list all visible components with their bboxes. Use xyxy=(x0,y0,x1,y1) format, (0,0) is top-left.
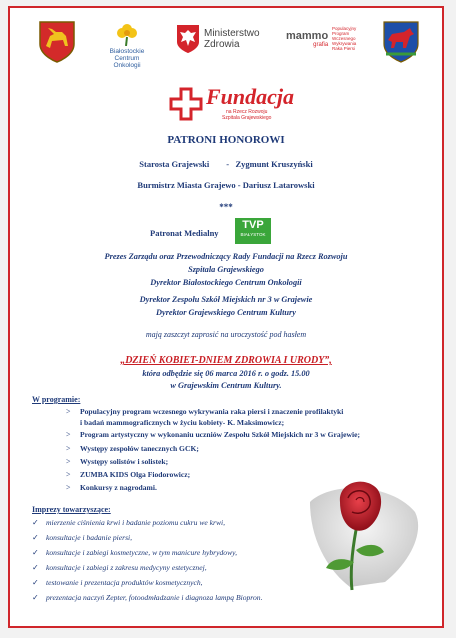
invite-line-2: Szpitala Grajewskiego xyxy=(188,265,264,274)
tvp-sub: BIAŁYSTOK xyxy=(240,232,266,237)
event-line-2: w Grajewskim Centrum Kultury. xyxy=(170,381,282,390)
program-line: Populacyjny xyxy=(332,26,357,31)
polish-eagle-icon xyxy=(176,24,200,54)
ministry-logo-text xyxy=(204,28,260,50)
mammo-word: mammo xyxy=(286,30,329,42)
checkmark-icon: ✓ xyxy=(32,533,39,542)
program-item: Program artystyczny w wykonaniu uczniów Zespołu Szkół Miejskich nr 3 w Grajewie; xyxy=(80,430,361,439)
checkmark-icon: ✓ xyxy=(32,563,39,572)
extras-item: testowanie i prezentacja produktów kosmetycznych, xyxy=(46,578,203,587)
patron-line-1: Starosta Grajewski - Zygmunt Kruszyński xyxy=(139,159,313,169)
program-item: Występy solistów i solistek; xyxy=(80,457,169,466)
mammo-logo xyxy=(286,30,328,48)
checkmark-icon: ✓ xyxy=(32,548,39,557)
extras-item: mierzenie ciśnienia krwi i badanie poziomu cukru we krwi, xyxy=(46,518,226,527)
program-logo-text xyxy=(332,26,356,51)
tvp-logo xyxy=(235,218,271,244)
patrons-title: PATRONI HONOROWI xyxy=(167,134,285,146)
program-item: Konkursy z nagrodami. xyxy=(80,483,157,492)
bullet-arrow-icon: > xyxy=(66,444,71,453)
extras-item: prezentacja naczyń Zepter, fotoodmładzanie i diagnoza lampą Biopron. xyxy=(46,593,263,602)
event-line-1: która odbędzie się 06 marca 2016 r. o godz. 15.00 xyxy=(142,369,310,378)
rose-image xyxy=(290,472,430,592)
program-line: Raka Piersi xyxy=(332,46,356,51)
bco-line-2: Centrum xyxy=(114,55,140,62)
program-heading: W programie: xyxy=(32,395,81,404)
poster-page xyxy=(8,6,444,628)
checkmark-icon: ✓ xyxy=(32,578,39,587)
bco-flower-icon xyxy=(114,20,140,46)
invite-line-5: Dyrektor Grajewskiego Centrum Kultury xyxy=(156,308,296,317)
invite-line-4: Dyrektor Zespołu Szkół Miejskich nr 3 w Grajewie xyxy=(139,295,313,304)
bullet-arrow-icon: > xyxy=(66,457,71,466)
fundacja-cross-icon xyxy=(168,86,204,122)
fundacja-sub-2: Szpitala Grajewskiego xyxy=(222,115,272,121)
program-line: Wykrywania xyxy=(332,41,357,46)
tvp-text: TVP xyxy=(242,219,264,231)
extras-item: konsultacje i badanie piersi, xyxy=(46,533,133,542)
logos-row xyxy=(10,18,442,78)
grajewo-coat-of-arms-icon xyxy=(38,20,76,64)
ministry-line-1: Ministerstwo xyxy=(204,28,260,39)
patron-line-2: Burmistrz Miasta Grajewo - Dariusz Latarowski xyxy=(137,180,315,190)
invite-line-3: Dyrektor Białostockiego Centrum Onkologii xyxy=(150,278,302,287)
bco-line-1: Białostockie xyxy=(109,48,145,55)
event-title: „DZIEŃ KOBIET-DNIEM ZDROWIA I URODY”, xyxy=(120,355,332,366)
media-patron-label: Patronat Medialny xyxy=(150,228,219,238)
fundacja-sub-1: na Rzecz Rozwoju xyxy=(226,109,268,115)
invite-line-6: mają zaszczyt zaprosić na uroczystość pod hasłem xyxy=(145,330,307,339)
bco-logo-text xyxy=(102,48,152,69)
program-item: ZUMBA KIDS Olga Fiodorowicz; xyxy=(80,470,191,479)
program-item: Występy zespołów tanecznych GCK; xyxy=(80,444,199,453)
checkmark-icon: ✓ xyxy=(32,518,39,527)
bullet-arrow-icon: > xyxy=(66,483,71,492)
invite-line-1: Prezes Zarządu oraz Przewodniczący Rady Fundacji na Rzecz Rozwoju xyxy=(104,252,348,261)
ministry-line-2: Zdrowia xyxy=(204,39,240,50)
extras-heading: Imprezy towarzyszące: xyxy=(32,505,111,514)
bco-line-3: Onkologii xyxy=(113,62,141,69)
program-item: Populacyjny program wczesnego wykrywania raka piersi i znaczenie profilaktyki xyxy=(80,407,344,416)
checkmark-icon: ✓ xyxy=(32,593,39,602)
extras-item: konsultacje i zabiegi kosmetyczne, w tym manicure hybrydowy, xyxy=(46,548,237,557)
county-coat-of-arms-icon xyxy=(382,20,420,64)
bullet-arrow-icon: > xyxy=(66,430,71,439)
bullet-arrow-icon: > xyxy=(66,407,71,416)
program-line: Wczesnego xyxy=(332,36,356,41)
stars-divider: *** xyxy=(219,202,233,212)
fundacja-subtext xyxy=(222,109,271,121)
extras-item: konsultacje i zabiegi z zakresu medycyny estetycznej, xyxy=(46,563,207,572)
program-line: Program xyxy=(332,31,350,36)
fundacja-logo-text: Fundacja xyxy=(206,84,295,109)
mammo-sub: grafia xyxy=(313,42,329,48)
bullet-arrow-icon: > xyxy=(66,470,71,479)
program-item: i badań mammograficznych w życiu kobiety- K. Maksimowicz; xyxy=(80,418,285,427)
